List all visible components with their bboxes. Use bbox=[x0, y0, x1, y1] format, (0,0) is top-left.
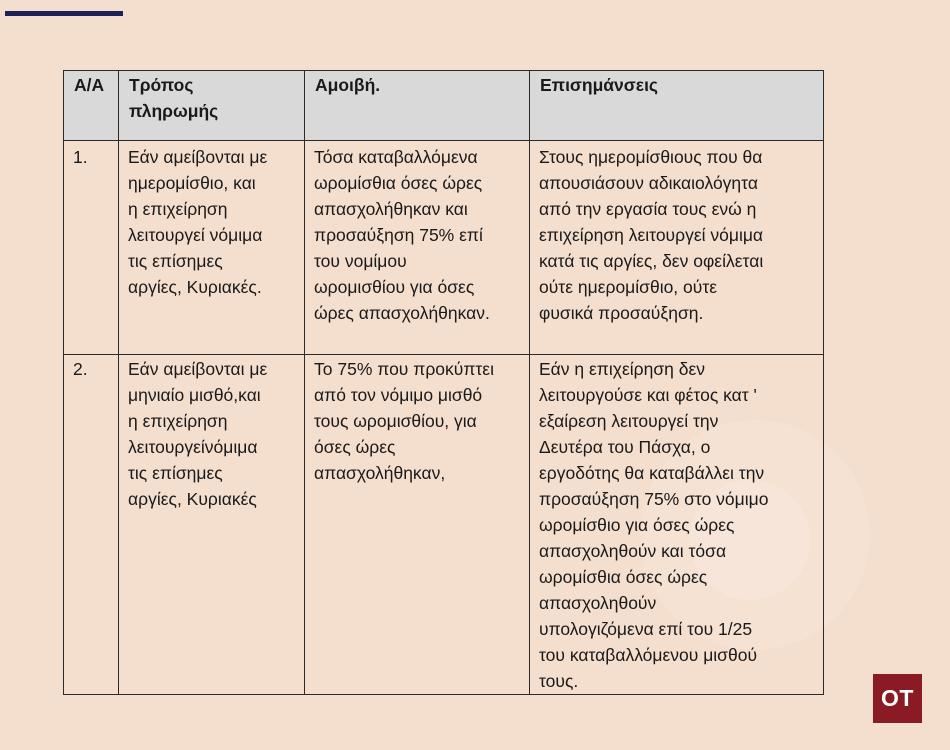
table-row bbox=[64, 141, 824, 355]
table-header-row bbox=[64, 71, 824, 141]
cell-remuneration: Τόσα καταβαλλόμενα ωρομίσθια όσες ώρες απασχολήθηκαν και προσαύξηση 75% επί του νομίμου ωρομισθίου για όσες ώρες απασχολήθηκαν. bbox=[305, 141, 530, 355]
cell-payment-method: Εάν αμείβονται με μηνιαίο μισθό,και η επιχείρηση λειτουργείνόμιμα τις επίσημες αργίες, Κυριακές bbox=[119, 355, 305, 695]
cell-remuneration: Το 75% που προκύπτει από τον νόμιμο μισθό τους ωρομισθίου, για όσες ώρες απασχολήθηκαν, bbox=[305, 355, 530, 695]
table-row bbox=[64, 355, 824, 695]
header-remarks: Επισημάνσεις bbox=[530, 71, 824, 141]
header-remuneration: Αμοιβή. bbox=[305, 71, 530, 141]
ot-logo: OT bbox=[873, 674, 922, 723]
holiday-pay-table bbox=[63, 70, 824, 695]
header-payment-method: Τρόπος πληρωμής bbox=[119, 71, 305, 141]
cell-aa: 1. bbox=[64, 141, 119, 355]
cell-remarks: Εάν η επιχείρηση δεν λειτουργούσε και φέτος κατ ' εξαίρεση λειτουργεί την Δευτέρα του Πάσχα, ο εργοδότης θα καταβάλλει την προσαύξηση 75% στο νόμιμο ωρομίσθιο για όσες ώρες απασχοληθούν και τόσα ωρομίσθια όσες ώρες απασχοληθούν υπολογιζόμενα επί του 1/25 του καταβαλλόμενου μισθού τους. bbox=[530, 355, 824, 695]
cell-aa: 2. bbox=[64, 355, 119, 695]
header-aa: Α/Α bbox=[64, 71, 119, 141]
cell-payment-method: Εάν αμείβονται με ημερομίσθιο, και η επιχείρηση λειτουργεί νόμιμα τις επίσημες αργίες, Κυριακές. bbox=[119, 141, 305, 355]
accent-line bbox=[5, 11, 123, 16]
cell-remarks: Στους ημερομίσθιους που θα απουσιάσουν αδικαιολόγητα από την εργασία τους ενώ η επιχείρηση λειτουργεί νόμιμα κατά τις αργίες, δεν οφείλεται ούτε ημερομίσθιο, ούτε φυσικά προσαύξηση. bbox=[530, 141, 824, 355]
